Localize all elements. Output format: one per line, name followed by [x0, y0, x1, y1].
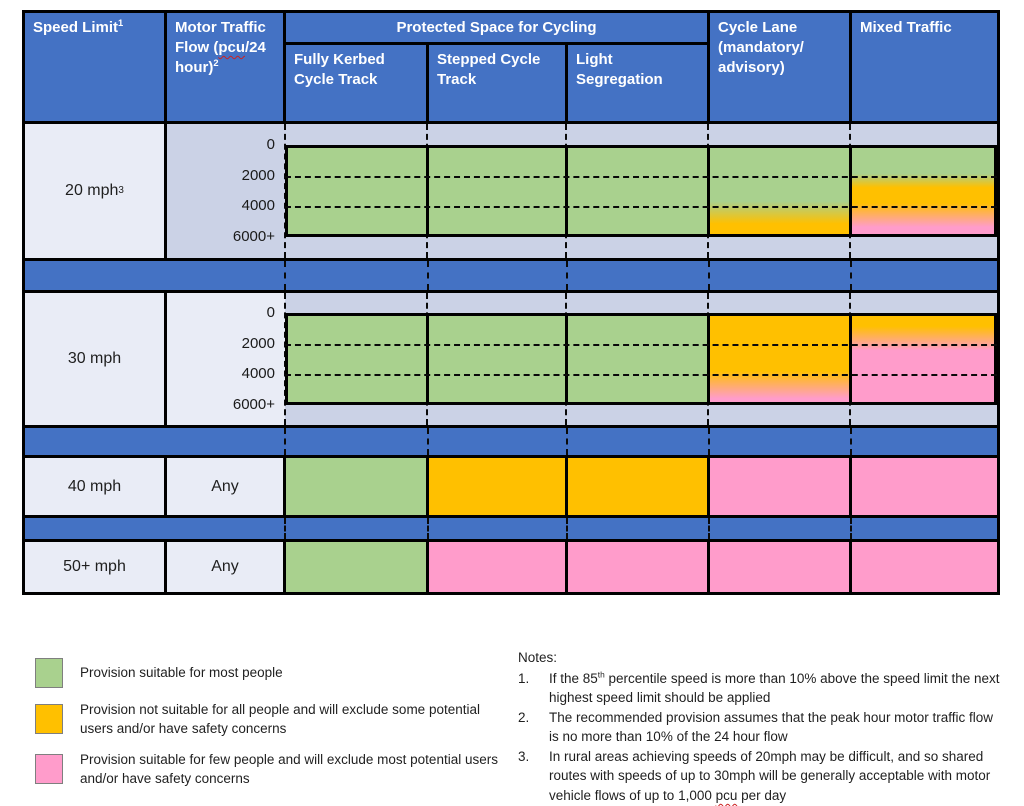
note-2 — [518, 708, 1006, 747]
cell-50mph-mixed-traffic — [852, 542, 997, 592]
cell-40mph-fully-kerbed — [286, 458, 426, 515]
separator-band — [25, 261, 997, 290]
flow-tick: 6000+ — [232, 396, 275, 413]
dashed-column-divider — [284, 428, 286, 455]
cell-50mph-cycle-lane — [710, 542, 849, 592]
flow-header-pcu: pcu — [218, 38, 245, 56]
cell-30mph-cycle-lane — [707, 313, 852, 405]
cell-30mph-fully-kerbed — [285, 313, 429, 405]
dashed-flow-gridline-2000 — [285, 176, 997, 178]
note-text: The recommended provision assumes that the peak hour motor traffic flow is no more than 10% of the 24 hour flow — [549, 709, 993, 745]
flow-tick: 6000+ — [232, 228, 275, 245]
col-header-speed-limit — [25, 13, 164, 121]
block-30mph — [167, 293, 997, 425]
flow-tick: 0 — [266, 304, 275, 321]
cell-50mph-light-segregation — [568, 542, 707, 592]
col-header-cycle-lane: Cycle Lane (mandatory/ advisory) — [710, 13, 849, 121]
legend-item-suitable-most — [35, 658, 510, 688]
dashed-column-divider — [566, 261, 568, 290]
speed-limit-footnote-ref: 1 — [118, 18, 124, 28]
col-header-mixed-traffic: Mixed Traffic — [852, 13, 997, 121]
note-3 — [518, 747, 1006, 806]
cell-40mph-cycle-lane — [710, 458, 849, 515]
dashed-column-divider — [850, 428, 852, 455]
cell-40mph-mixed-traffic — [852, 458, 997, 515]
cell-20mph-fully-kerbed — [285, 145, 429, 237]
row-header-40mph: 40 mph — [25, 458, 164, 515]
note-text: If the 85th percentile speed is more than 10% above the speed limit the next highest speed limit should be applied — [549, 669, 1000, 706]
dashed-column-divider — [284, 518, 286, 539]
flow-tick: 0 — [266, 136, 275, 153]
legend-swatch-pink — [35, 754, 63, 784]
cell-40mph-stepped-track — [429, 458, 565, 515]
cell-30mph-light-segregation — [565, 313, 710, 405]
flow-tick: 2000 — [241, 167, 275, 184]
legend-swatch-yellow — [35, 704, 63, 734]
col-header-stepped-track: Stepped Cycle Track — [429, 45, 565, 121]
cell-strip-20mph — [285, 124, 997, 258]
dashed-column-divider — [850, 261, 852, 290]
legend-label: Provision suitable for few people and will exclude most potential users and/or have safety concerns — [80, 752, 498, 787]
dashed-flow-gridline-4000 — [285, 374, 997, 376]
note-number: 3. — [518, 748, 530, 764]
legend-item-not-suitable-all — [35, 700, 510, 738]
cell-40mph-light-segregation — [568, 458, 707, 515]
flow-scale-30mph — [167, 293, 285, 425]
legend-label: Provision suitable for most people — [80, 665, 283, 681]
flow-header-text-2: /24 hour) — [175, 38, 266, 76]
dashed-column-divider — [427, 518, 429, 539]
suitability-table — [22, 10, 1000, 595]
notes-title: Notes: — [518, 650, 558, 665]
legend-swatch-green — [35, 658, 63, 688]
col-header-fully-kerbed: Fully Kerbed Cycle Track — [286, 45, 426, 121]
legend-label: Provision not suitable for all people and will exclude some potential users and/or have safety concerns — [80, 702, 480, 737]
note-text: In rural areas achieving speeds of 20mph may be difficult, and so shared routes with speeds of up to 30mph will be generally acceptable with motor vehicle flows of up to 1,000 pcu per day — [549, 748, 991, 803]
cell-20mph-cycle-lane — [707, 145, 852, 237]
note-number: 2. — [518, 709, 530, 725]
dashed-flow-gridline-2000 — [285, 344, 997, 346]
cell-50mph-fully-kerbed — [286, 542, 426, 592]
legend — [35, 658, 510, 801]
dashed-column-divider — [566, 428, 568, 455]
dashed-column-divider — [708, 518, 710, 539]
note-1 — [518, 669, 1006, 708]
dashed-column-divider — [850, 518, 852, 539]
flow-tick: 4000 — [241, 197, 275, 214]
cell-20mph-light-segregation — [565, 145, 710, 237]
block-20mph — [167, 124, 997, 258]
flow-any-50mph: Any — [167, 542, 283, 592]
flow-any-40mph: Any — [167, 458, 283, 515]
flow-footnote-ref: 2 — [213, 57, 219, 68]
flow-header-text: Motor Traffic Flow ( — [175, 19, 266, 56]
col-header-light-segregation: Light Segregation — [568, 45, 707, 121]
dashed-column-divider — [708, 261, 710, 290]
col-header-motor-traffic-flow — [167, 13, 283, 121]
dashed-column-divider — [284, 261, 286, 290]
cell-20mph-mixed-traffic — [849, 145, 997, 237]
row-header-30mph — [25, 293, 164, 425]
dashed-column-divider — [427, 428, 429, 455]
flow-scale-20mph — [167, 124, 285, 258]
notes — [518, 648, 1006, 806]
speed-label: 30 mph — [67, 350, 122, 367]
speed-limit-header-text: Speed Limit — [33, 19, 119, 36]
col-header-protected-space: Protected Space for Cycling — [286, 13, 707, 42]
separator-band — [25, 428, 997, 455]
note-number: 1. — [518, 670, 530, 686]
flow-tick: 2000 — [241, 335, 275, 352]
cell-30mph-stepped-track — [426, 313, 568, 405]
row-header-50mph: 50+ mph — [25, 542, 164, 592]
cell-50mph-stepped-track — [429, 542, 565, 592]
cell-30mph-mixed-traffic — [849, 313, 997, 405]
speed-label: 20 mph — [65, 182, 119, 199]
cell-strip-30mph — [285, 293, 997, 425]
cell-20mph-stepped-track — [426, 145, 568, 237]
separator-band — [25, 518, 997, 539]
row-header-20mph: 20 mph 3 — [25, 124, 164, 258]
dashed-flow-gridline-4000 — [285, 206, 997, 208]
dashed-column-divider — [566, 518, 568, 539]
dashed-column-divider — [708, 428, 710, 455]
flow-tick: 4000 — [241, 365, 275, 382]
dashed-column-divider — [427, 261, 429, 290]
legend-item-suitable-few — [35, 750, 510, 788]
